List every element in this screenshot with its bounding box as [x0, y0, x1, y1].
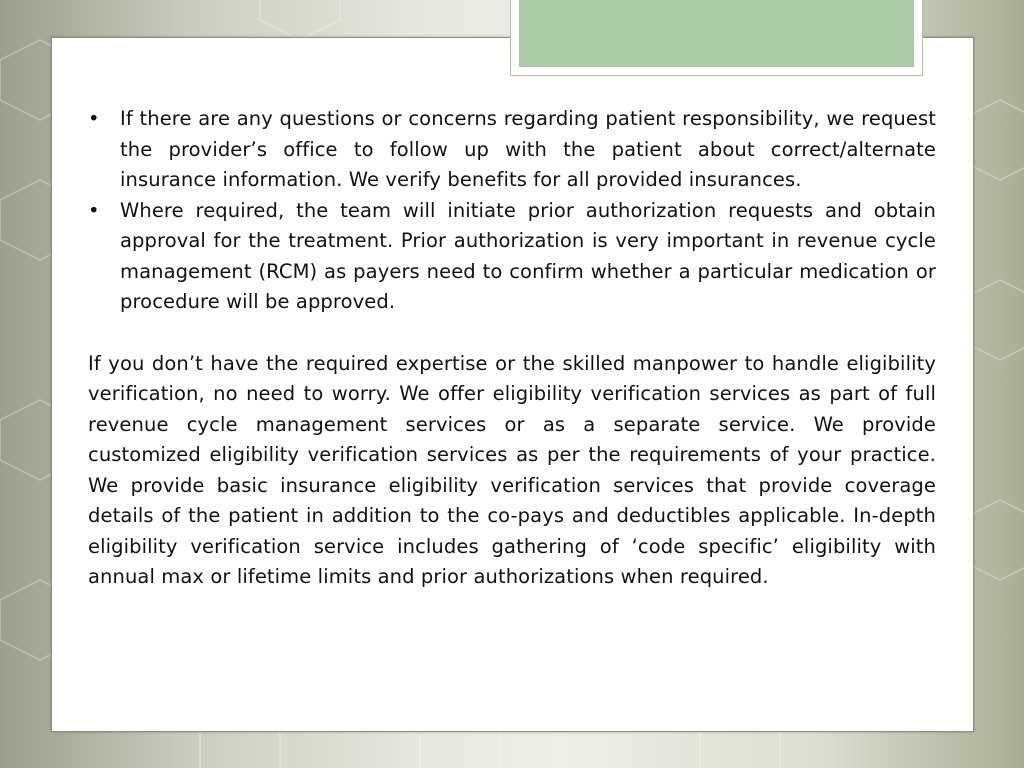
title-placeholder-tab: [510, 0, 923, 76]
bullet-text: Where required, the team will initiate prior authorization requests and obtain approval for the treatment. Prior authorization is very important in revenue cycle management (RCM) as payers need to confirm whether a particular medication or procedure will be approved.: [120, 198, 936, 313]
bullet-icon: •: [88, 107, 100, 130]
bullet-icon: •: [88, 198, 100, 222]
bullet-text: If there are any questions or concerns regarding patient responsibility, we request the provider’s office to follow up with the patient about correct/alternate insurance information. We verify benefits for all provided insurances.: [120, 107, 936, 191]
bullet-item: [88, 196, 936, 318]
bullet-list: [88, 104, 936, 318]
title-accent-block: [519, 0, 914, 67]
body-paragraph: If you don’t have the required expertise or the skilled manpower to handle eligibility verification, no need to worry. We offer eligibility verification services as part of full revenue cycle management services or as a separate service. We provide customized eligibility verification services as per the requirements of your practice. We provide basic insurance eligibility verification services that provide coverage details of the patient in addition to the co-pays and deductibles applicable. In-depth eligibility verification service includes gathering of ‘code specific’ eligibility with annual max or lifetime limits and prior authorizations when required.: [88, 351, 936, 588]
bullet-item: [88, 104, 936, 196]
slide-body-text: [88, 104, 936, 593]
